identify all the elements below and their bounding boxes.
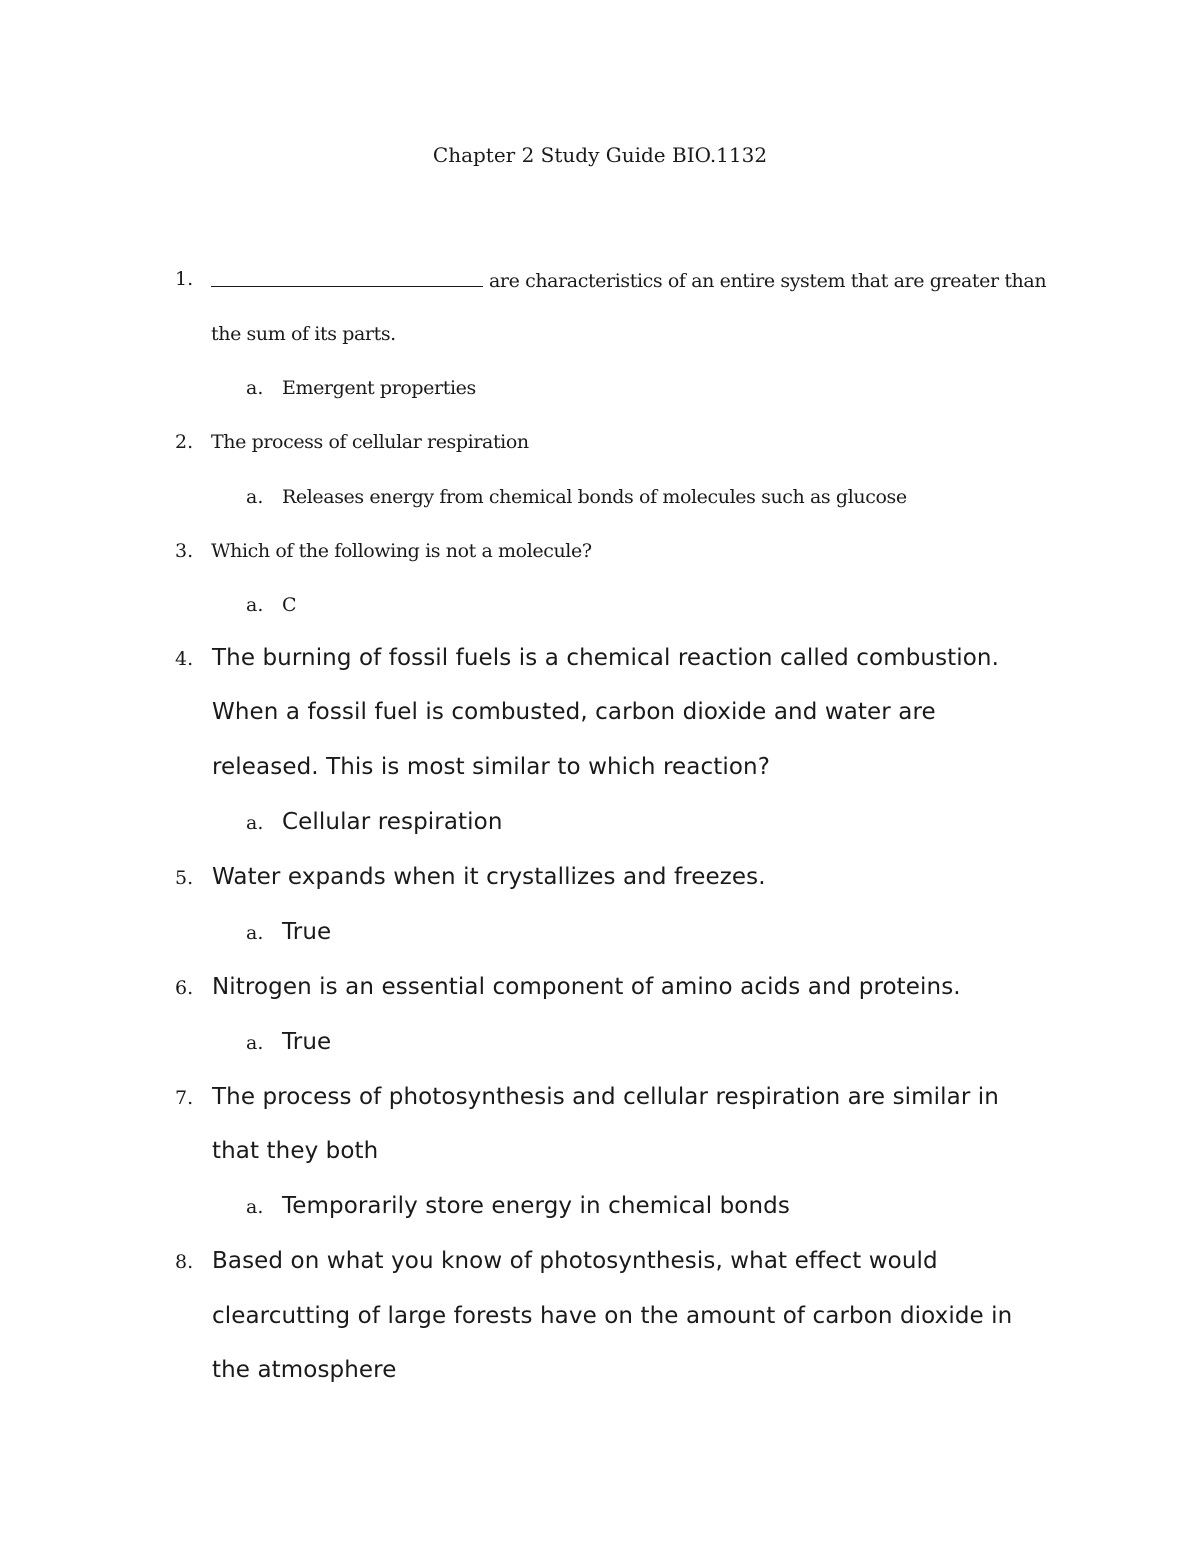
question-4-line-2: When a fossil fuel is combusted, carbon dioxide and water are: [212, 699, 936, 725]
question-5-answer: True: [282, 919, 332, 945]
question-4-answer-letter: a.: [246, 812, 264, 834]
question-1-number: 1.: [175, 268, 194, 290]
question-6-line-1: Nitrogen is an essential component of amino acids and proteins.: [212, 974, 961, 1000]
question-8-number: 8.: [175, 1251, 194, 1273]
question-6-answer-letter: a.: [246, 1032, 264, 1054]
question-4-line-3: released. This is most similar to which reaction?: [212, 754, 771, 780]
question-4-line-1: The burning of fossil fuels is a chemical reaction called combustion.: [212, 645, 1000, 671]
question-1-answer-letter: a.: [246, 377, 264, 399]
question-5-number: 5.: [175, 867, 194, 889]
question-1-line-1: [211, 268, 1046, 292]
question-2-answer: Releases energy from chemical bonds of molecules such as glucose: [282, 486, 907, 508]
question-2-answer-letter: a.: [246, 486, 264, 508]
question-1-line-2: the sum of its parts.: [211, 323, 396, 345]
question-2-line-1: The process of cellular respiration: [211, 431, 529, 453]
question-7-answer: Temporarily store energy in chemical bonds: [282, 1193, 790, 1219]
question-8-line-3: the atmosphere: [212, 1357, 397, 1383]
question-7-line-1: The process of photosynthesis and cellular respiration are similar in: [212, 1084, 999, 1110]
question-5-answer-letter: a.: [246, 922, 264, 944]
question-3-answer: C: [282, 594, 297, 616]
question-4-answer: Cellular respiration: [282, 809, 503, 835]
fill-in-blank: [211, 268, 483, 287]
question-3-number: 3.: [175, 540, 194, 562]
question-5-line-1: Water expands when it crystallizes and freezes.: [212, 864, 766, 890]
question-1-answer: Emergent properties: [282, 377, 476, 399]
question-1-text: are characteristics of an entire system that are greater than: [489, 270, 1047, 292]
question-8-line-1: Based on what you know of photosynthesis, what effect would: [212, 1248, 938, 1274]
question-8-line-2: clearcutting of large forests have on the amount of carbon dioxide in: [212, 1303, 1013, 1329]
question-6-answer: True: [282, 1029, 332, 1055]
question-6-number: 6.: [175, 977, 194, 999]
question-4-number: 4.: [175, 648, 194, 670]
question-2-number: 2.: [175, 431, 194, 453]
question-3-answer-letter: a.: [246, 594, 264, 616]
document-title: Chapter 2 Study Guide BIO.1132: [432, 143, 768, 167]
question-3-line-1: Which of the following is not a molecule?: [211, 540, 592, 562]
question-7-answer-letter: a.: [246, 1196, 264, 1218]
question-7-number: 7.: [175, 1087, 194, 1109]
question-7-line-2: that they both: [212, 1138, 379, 1164]
